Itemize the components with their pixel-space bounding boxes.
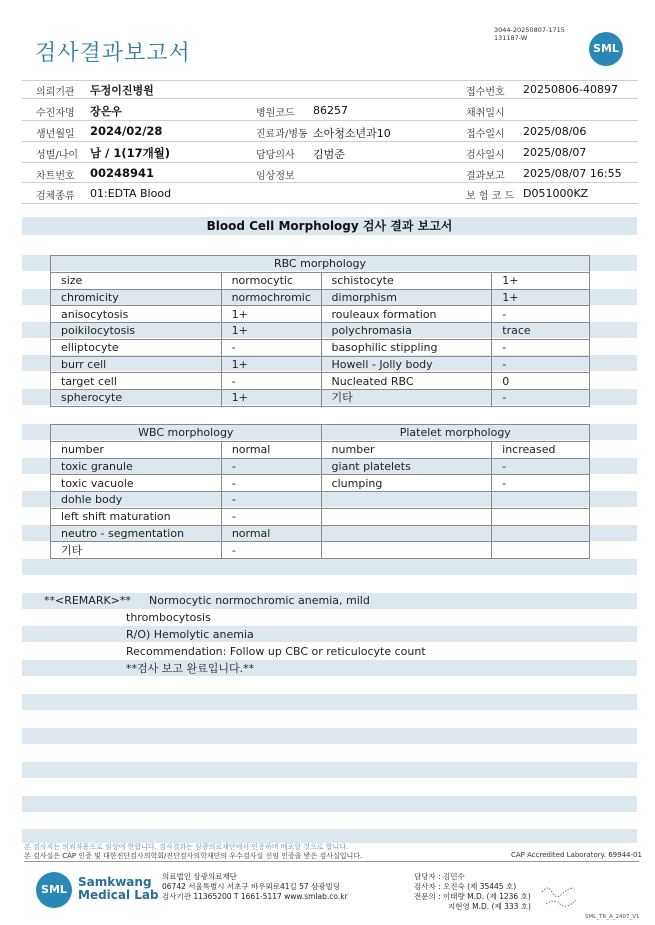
remark-line: Recommendation: Follow up CBC or reticulocyte count	[126, 645, 426, 658]
wbc-value: -	[221, 458, 321, 475]
remark-line: R/O) Hemolytic anemia	[126, 628, 254, 641]
band	[22, 694, 637, 710]
platelet-item: giant platelets	[321, 458, 492, 475]
band	[22, 796, 637, 812]
rbc-item: 기타	[321, 390, 492, 407]
divider	[22, 182, 638, 183]
label-sex-age: 성별/나이	[36, 150, 79, 161]
table-row	[51, 356, 590, 373]
rbc-value: -	[492, 390, 590, 407]
rbc-item: spherocyte	[51, 390, 222, 407]
platelet-item	[321, 492, 492, 509]
divider	[22, 162, 638, 163]
table-row	[51, 508, 590, 525]
rbc-item: poikilocytosis	[51, 323, 222, 340]
form-code: SML_TR_A_2407_V1	[585, 914, 640, 920]
footer-note: 본 검사실은 CAP 인증 및 대한진단검사의학회/진단검사의학재단의 우수검사실 신임 인증을 받은 검사실입니다.	[24, 852, 363, 860]
divider	[22, 203, 638, 204]
band	[22, 829, 637, 843]
platelet-value	[492, 542, 590, 559]
label-test-date: 검사일시	[466, 150, 505, 161]
table-row	[51, 373, 590, 390]
rbc-value: normocytic	[221, 272, 321, 289]
rbc-item: Nucleated RBC	[321, 373, 492, 390]
wbc-value: -	[221, 508, 321, 525]
label-insurance-code: 보 험 코 드	[466, 191, 515, 202]
report-code-line1: 3044-20250807-1715	[494, 26, 565, 34]
label-patient-name: 수진자명	[36, 108, 75, 119]
address-line: 검사기관 11365200 T 1661-5117 www.smlab.co.kr	[162, 892, 348, 901]
rbc-value: -	[492, 306, 590, 323]
wbc-value: normal	[221, 525, 321, 542]
platelet-item	[321, 542, 492, 559]
label-hospital-code: 병원코드	[256, 108, 295, 119]
table-row	[51, 458, 590, 475]
rbc-item: target cell	[51, 373, 222, 390]
remark-line: thrombocytosis	[126, 611, 211, 624]
wbc-item: neutro - segmentation	[51, 525, 222, 542]
rbc-item: dimorphism	[321, 289, 492, 306]
rbc-morphology-table	[50, 255, 590, 407]
rbc-item: basophilic stippling	[321, 339, 492, 356]
label-birthdate: 생년월일	[36, 129, 75, 140]
band	[22, 626, 637, 642]
table-row	[51, 542, 590, 559]
divider	[22, 120, 638, 121]
table-row	[51, 441, 590, 458]
value-receipt-no: 20250806-40897	[523, 83, 618, 96]
rbc-item: Howell - Jolly body	[321, 356, 492, 373]
rbc-value: 1+	[492, 272, 590, 289]
rbc-table-header: RBC morphology	[51, 256, 590, 273]
table-row	[51, 339, 590, 356]
lab-address	[162, 872, 348, 902]
table-row	[51, 390, 590, 407]
rbc-value: trace	[492, 323, 590, 340]
report-code-line2: 131187-W	[494, 34, 528, 42]
rbc-item: anisocytosis	[51, 306, 222, 323]
staff-line: 전문의 : 이태량 M.D. (제 1236 호)	[414, 892, 531, 901]
brand-line1: Samkwang	[78, 875, 152, 889]
label-specimen: 검체종류	[36, 191, 75, 202]
label-collection-date: 채취일시	[466, 108, 505, 119]
label-receipt-no: 접수번호	[466, 87, 505, 98]
rbc-item: size	[51, 272, 222, 289]
report-code	[494, 26, 565, 42]
table-row	[51, 475, 590, 492]
wbc-value: normal	[221, 441, 321, 458]
table-row	[51, 492, 590, 509]
wbc-item: 기타	[51, 542, 222, 559]
wbc-table-header: WBC morphology	[51, 425, 322, 442]
table-row	[51, 306, 590, 323]
platelet-value: increased	[492, 441, 590, 458]
platelet-value: -	[492, 475, 590, 492]
rbc-item: elliptocyte	[51, 339, 222, 356]
band	[22, 728, 637, 744]
wbc-value: -	[221, 475, 321, 492]
address-line: 06742 서울특별시 서초구 바우뫼로41길 57 삼광빌딩	[162, 882, 341, 891]
staff-line: 담당자 : 김민수	[414, 872, 465, 881]
band	[22, 762, 637, 778]
platelet-value	[492, 492, 590, 509]
rbc-value: normochromic	[221, 289, 321, 306]
staff-line: 검사자 : 오진숙 (제 35445 호)	[414, 882, 517, 891]
cap-accreditation: CAP Accredited Laboratory. 69944-01	[511, 851, 642, 859]
brand-name	[78, 876, 159, 902]
label-department: 진료과/병동	[256, 129, 308, 140]
divider	[22, 98, 638, 99]
report-title: 검사결과보고서	[35, 41, 191, 66]
divider	[22, 80, 638, 81]
wbc-item: toxic vacuole	[51, 475, 222, 492]
rbc-item: polychromasia	[321, 323, 492, 340]
value-result-report: 2025/08/07 16:55	[523, 167, 622, 180]
staff-line: 지현영 M.D. (제 333 호)	[448, 902, 531, 911]
address-line: 의료법인 삼광의료재단	[162, 872, 237, 881]
staff-signatures	[414, 872, 531, 912]
wbc-item: left shift maturation	[51, 508, 222, 525]
value-doctor: 김범준	[313, 148, 345, 161]
platelet-item	[321, 508, 492, 525]
rbc-value: -	[492, 339, 590, 356]
sml-logo-icon: SML	[36, 872, 72, 908]
platelet-value	[492, 508, 590, 525]
divider	[24, 861, 639, 862]
rbc-value: -	[492, 356, 590, 373]
platelet-table-header: Platelet morphology	[321, 425, 589, 442]
platelet-value	[492, 525, 590, 542]
label-result-report: 결과보고	[466, 171, 505, 182]
value-hospital-code: 86257	[313, 104, 348, 117]
rbc-value: -	[221, 339, 321, 356]
value-department: 소아청소년과10	[313, 127, 391, 140]
divider	[22, 141, 638, 142]
footer-note: 본 검사지는 의뢰자용으로 임상에 한합니다. 검사결과는 삼광의료재단에서 인증하며 배포할 것으로 합니다.	[24, 843, 349, 851]
value-chart-no: 00248941	[90, 166, 155, 180]
table-row	[51, 525, 590, 542]
rbc-value: 1+	[221, 306, 321, 323]
signature-icon	[540, 880, 590, 910]
wbc-item: toxic granule	[51, 458, 222, 475]
table-row	[51, 323, 590, 340]
rbc-value: -	[221, 373, 321, 390]
label-institution: 의뢰기관	[36, 87, 75, 98]
platelet-value: -	[492, 458, 590, 475]
wbc-value: -	[221, 492, 321, 509]
sml-logo-icon: SML	[589, 32, 623, 66]
value-institution: 두정이진병원	[90, 84, 154, 97]
platelet-item: number	[321, 441, 492, 458]
rbc-item: rouleaux formation	[321, 306, 492, 323]
wbc-item: number	[51, 441, 222, 458]
value-sex-age: 남 / 1(17개월)	[90, 146, 171, 160]
label-clinical-info: 임상정보	[256, 171, 295, 182]
rbc-value: 1+	[221, 356, 321, 373]
rbc-value: 1+	[492, 289, 590, 306]
label-receipt-date: 접수일시	[466, 129, 505, 140]
rbc-value: 0	[492, 373, 590, 390]
value-test-date: 2025/08/07	[523, 146, 587, 159]
remark-label: **<REMARK>**	[44, 594, 131, 607]
label-chart-no: 차트번호	[36, 171, 75, 182]
label-doctor: 담당의사	[256, 150, 295, 161]
rbc-item: burr cell	[51, 356, 222, 373]
band	[22, 559, 637, 575]
band	[22, 660, 637, 676]
rbc-item: chromicity	[51, 289, 222, 306]
value-patient-name: 장은우	[90, 105, 122, 118]
wbc-item: dohle body	[51, 492, 222, 509]
rbc-value: 1+	[221, 323, 321, 340]
remark-line: **검사 보고 완료입니다.**	[126, 662, 255, 675]
value-receipt-date: 2025/08/06	[523, 125, 587, 138]
value-insurance-code: D051000KZ	[523, 187, 589, 200]
section-title: Blood Cell Morphology 검사 결과 보고서	[22, 217, 637, 235]
platelet-item	[321, 525, 492, 542]
rbc-value: 1+	[221, 390, 321, 407]
platelet-item: clumping	[321, 475, 492, 492]
value-specimen: 01:EDTA Blood	[90, 187, 172, 200]
table-row	[51, 289, 590, 306]
brand-line2: Medical Lab	[78, 888, 159, 902]
value-birthdate: 2024/02/28	[90, 124, 163, 138]
remark-line: Normocytic normochromic anemia, mild	[149, 594, 370, 607]
rbc-item: schistocyte	[321, 272, 492, 289]
wbc-value: -	[221, 542, 321, 559]
table-row	[51, 272, 590, 289]
wbc-platelet-table	[50, 424, 590, 559]
